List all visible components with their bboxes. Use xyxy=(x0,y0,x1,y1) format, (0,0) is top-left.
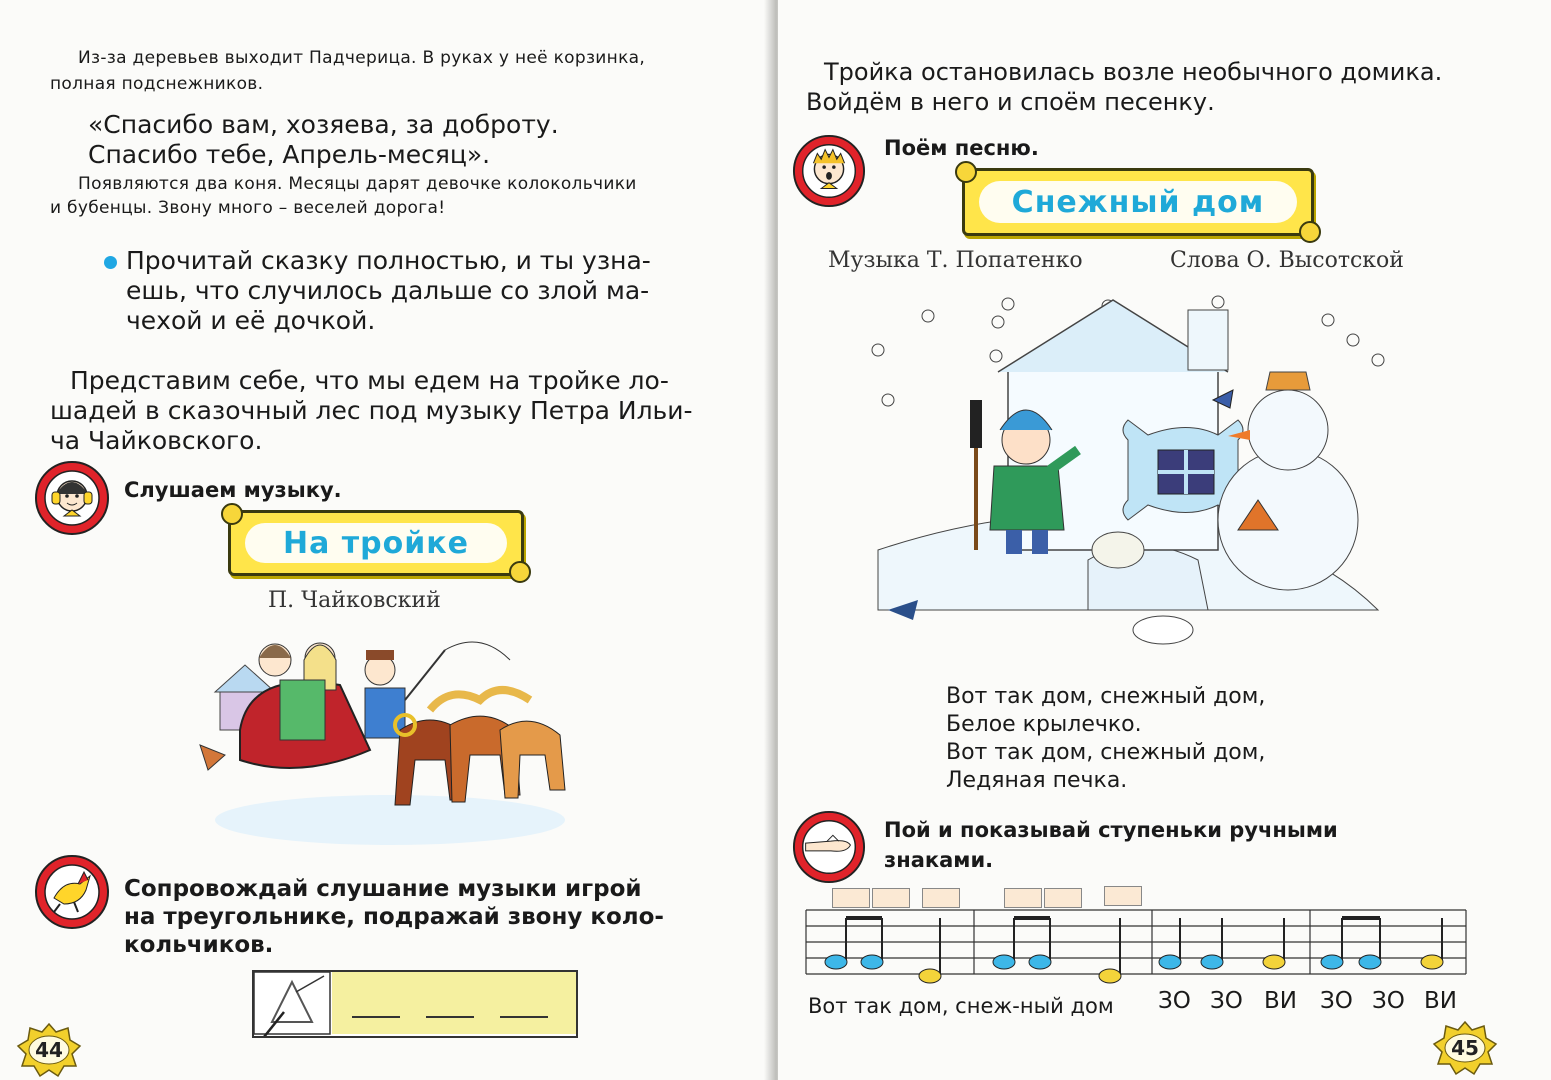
piece-title-banner xyxy=(228,510,524,576)
troika-line-2: Войдём в него и споём песенку. xyxy=(806,88,1215,116)
sing-heading: Поём песню. xyxy=(884,136,1039,160)
intro-text-line-2: полная подснежников. xyxy=(50,74,264,94)
left-page xyxy=(0,0,772,1080)
music-staff xyxy=(804,904,1468,984)
song-title-banner xyxy=(962,168,1314,236)
notation-words: Вот так дом, снеж-ный дом xyxy=(808,994,1114,1018)
accompany-line-2: на треугольнике, подражай звону коло- xyxy=(124,904,664,930)
music-by-credit: Музыка Т. Попатенко xyxy=(828,248,1083,273)
composer-name: П. Чайковский xyxy=(268,588,441,613)
page-number-45: 45 xyxy=(1451,1036,1479,1060)
task-line-2: ешь, что случилось дальше со злой ма- xyxy=(126,276,650,305)
answer-line-1[interactable] xyxy=(352,1016,400,1018)
hand-signs-icon xyxy=(792,810,866,884)
singing-icon xyxy=(792,134,866,208)
imagine-line-2: шадей в сказочный лес под музыку Петра Ильи- xyxy=(50,396,693,425)
words-by-credit: Слова О. Высотской xyxy=(1170,248,1404,273)
triangle-answer-box xyxy=(252,970,578,1038)
accompany-line-1: Сопровождай слушание музыки игрой xyxy=(124,876,642,902)
task-line-3: чехой и её дочкой. xyxy=(126,306,376,335)
syllable-4: ЗО xyxy=(1320,988,1353,1014)
lyrics-line-1: Вот так дом, снежный дом, xyxy=(946,684,1266,709)
page-number-44: 44 xyxy=(35,1038,63,1062)
horses-text-line-2: и бубенцы. Звону много – веселей дорога! xyxy=(50,198,446,218)
syllable-6: ВИ xyxy=(1424,988,1457,1014)
answer-line-2[interactable] xyxy=(426,1016,474,1018)
song-title: Снежный дом xyxy=(1011,184,1265,220)
handsigns-line-2: знаками. xyxy=(884,848,994,872)
troika-line-1: Тройка остановилась возле необычного домика. xyxy=(824,58,1443,86)
syllable-3: ВИ xyxy=(1264,988,1297,1014)
quote-line-2: Спасибо тебе, Апрель-месяц». xyxy=(88,140,491,169)
intro-text-line-1: Из-за деревьев выходит Падчерица. В руках у неё корзинка, xyxy=(78,48,646,68)
lyrics-line-4: Ледяная печка. xyxy=(946,768,1128,793)
hand-sign-icon xyxy=(1104,886,1142,906)
right-page xyxy=(778,0,1551,1080)
quote-line-1: «Спасибо вам, хозяева, за доброту. xyxy=(88,110,559,139)
lyrics-line-3: Вот так дом, снежный дом, xyxy=(946,740,1266,765)
horses-text-line-1: Появляются два коня. Месяцы дарят девочке колокольчики xyxy=(78,174,637,194)
triangle-instrument-icon xyxy=(254,972,332,1036)
bullet-dot-icon xyxy=(104,256,117,269)
piece-title: На тройке xyxy=(283,525,469,561)
listening-icon xyxy=(34,460,110,536)
syllable-2: ЗО xyxy=(1210,988,1243,1014)
imagine-line-1: Представим себе, что мы едем на тройке ло- xyxy=(70,366,669,395)
syllable-5: ЗО xyxy=(1372,988,1405,1014)
snow-house-illustration xyxy=(858,290,1418,660)
answer-area[interactable] xyxy=(332,972,576,1034)
listen-heading: Слушаем музыку. xyxy=(124,478,342,502)
syllable-1: ЗО xyxy=(1158,988,1191,1014)
task-line-1: Прочитай сказку полностью, и ты узна- xyxy=(126,246,651,275)
imagine-line-3: ча Чайковского. xyxy=(50,426,263,455)
answer-line-3[interactable] xyxy=(500,1016,548,1018)
play-instrument-icon xyxy=(34,854,110,930)
lyrics-line-2: Белое крылечко. xyxy=(946,712,1142,737)
troika-illustration xyxy=(180,630,580,850)
handsigns-line-1: Пой и показывай ступеньки ручными xyxy=(884,818,1338,842)
accompany-line-3: кольчиков. xyxy=(124,932,274,958)
